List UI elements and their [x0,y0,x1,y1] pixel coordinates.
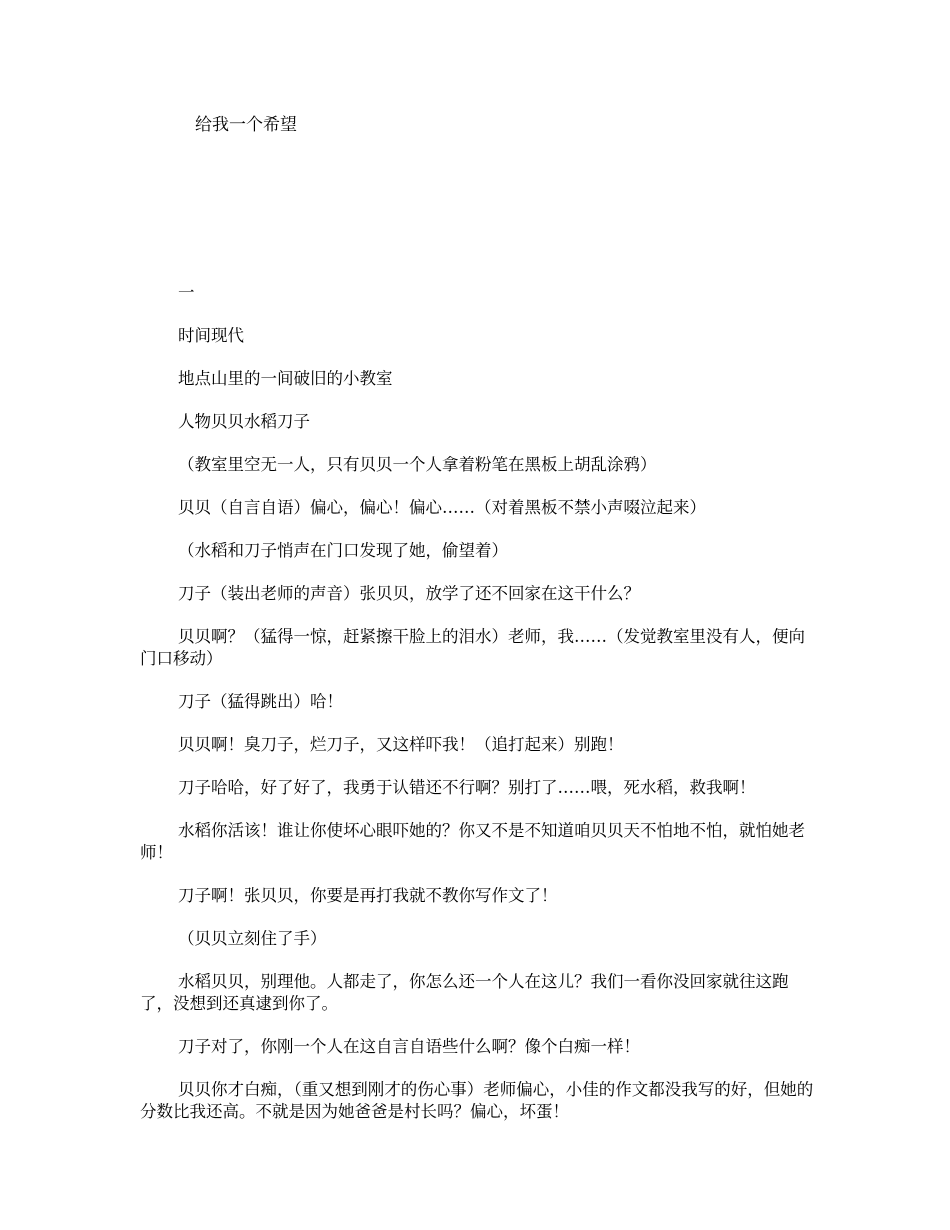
paragraph: 水稻你活该！谁让你使坏心眼吓她的？你又不是不知道咱贝贝天不怕地不怕，就怕她老师！ [140,821,805,862]
paragraph: 贝贝啊？（猛得一惊，赶紧擦干脸上的泪水）老师，我……（发觉教室里没有人，便向门口移动） [140,627,805,668]
paragraph: 刀子哈哈，好了好了，我勇于认错还不行啊？别打了……喂，死水稻，救我啊！ [178,778,756,797]
document-body [140,282,820,1144]
paragraph: （贝贝立刻住了手） [178,929,327,948]
paragraph: （水稻和刀子悄声在门口发现了她，偷望着） [178,541,508,560]
paragraph: （教室里空无一人，只有贝贝一个人拿着粉笔在黑板上胡乱涂鸦） [178,455,657,474]
paragraph: 刀子（装出老师的声音）张贝贝，放学了还不回家在这干什么？ [178,584,640,603]
paragraph: 时间现代 [178,326,244,345]
paragraph: 刀子（猛得跳出）哈！ [178,692,343,711]
paragraph: 水稻贝贝，别理他。人都走了，你怎么还一个人在这儿？我们一看你没回家就往这跑了，没想到还真逮到你了。 [140,972,789,1013]
paragraph: 贝贝你才白痴，（重又想到刚才的伤心事）老师偏心，小佳的作文都没我写的好，但她的分数比我还高。不就是因为她爸爸是村长吗？偏心，坏蛋！ [140,1080,814,1121]
document-title: 给我一个希望 [195,115,297,135]
paragraph: 贝贝啊！臭刀子，烂刀子，又这样吓我！（追打起来）别跑！ [178,735,624,754]
paragraph: 刀子对了，你刚一个人在这自言自语些什么啊？像个白痴一样！ [178,1037,640,1056]
paragraph: 贝贝（自言自语）偏心，偏心！偏心……（对着黑板不禁小声啜泣起来） [178,498,706,517]
paragraph: 刀子啊！张贝贝，你要是再打我就不教你写作文了！ [178,886,558,905]
paragraph: 一 [178,283,195,302]
paragraph: 地点山里的一间破旧的小教室 [178,369,393,388]
paragraph: 人物贝贝水稻刀子 [178,412,310,431]
